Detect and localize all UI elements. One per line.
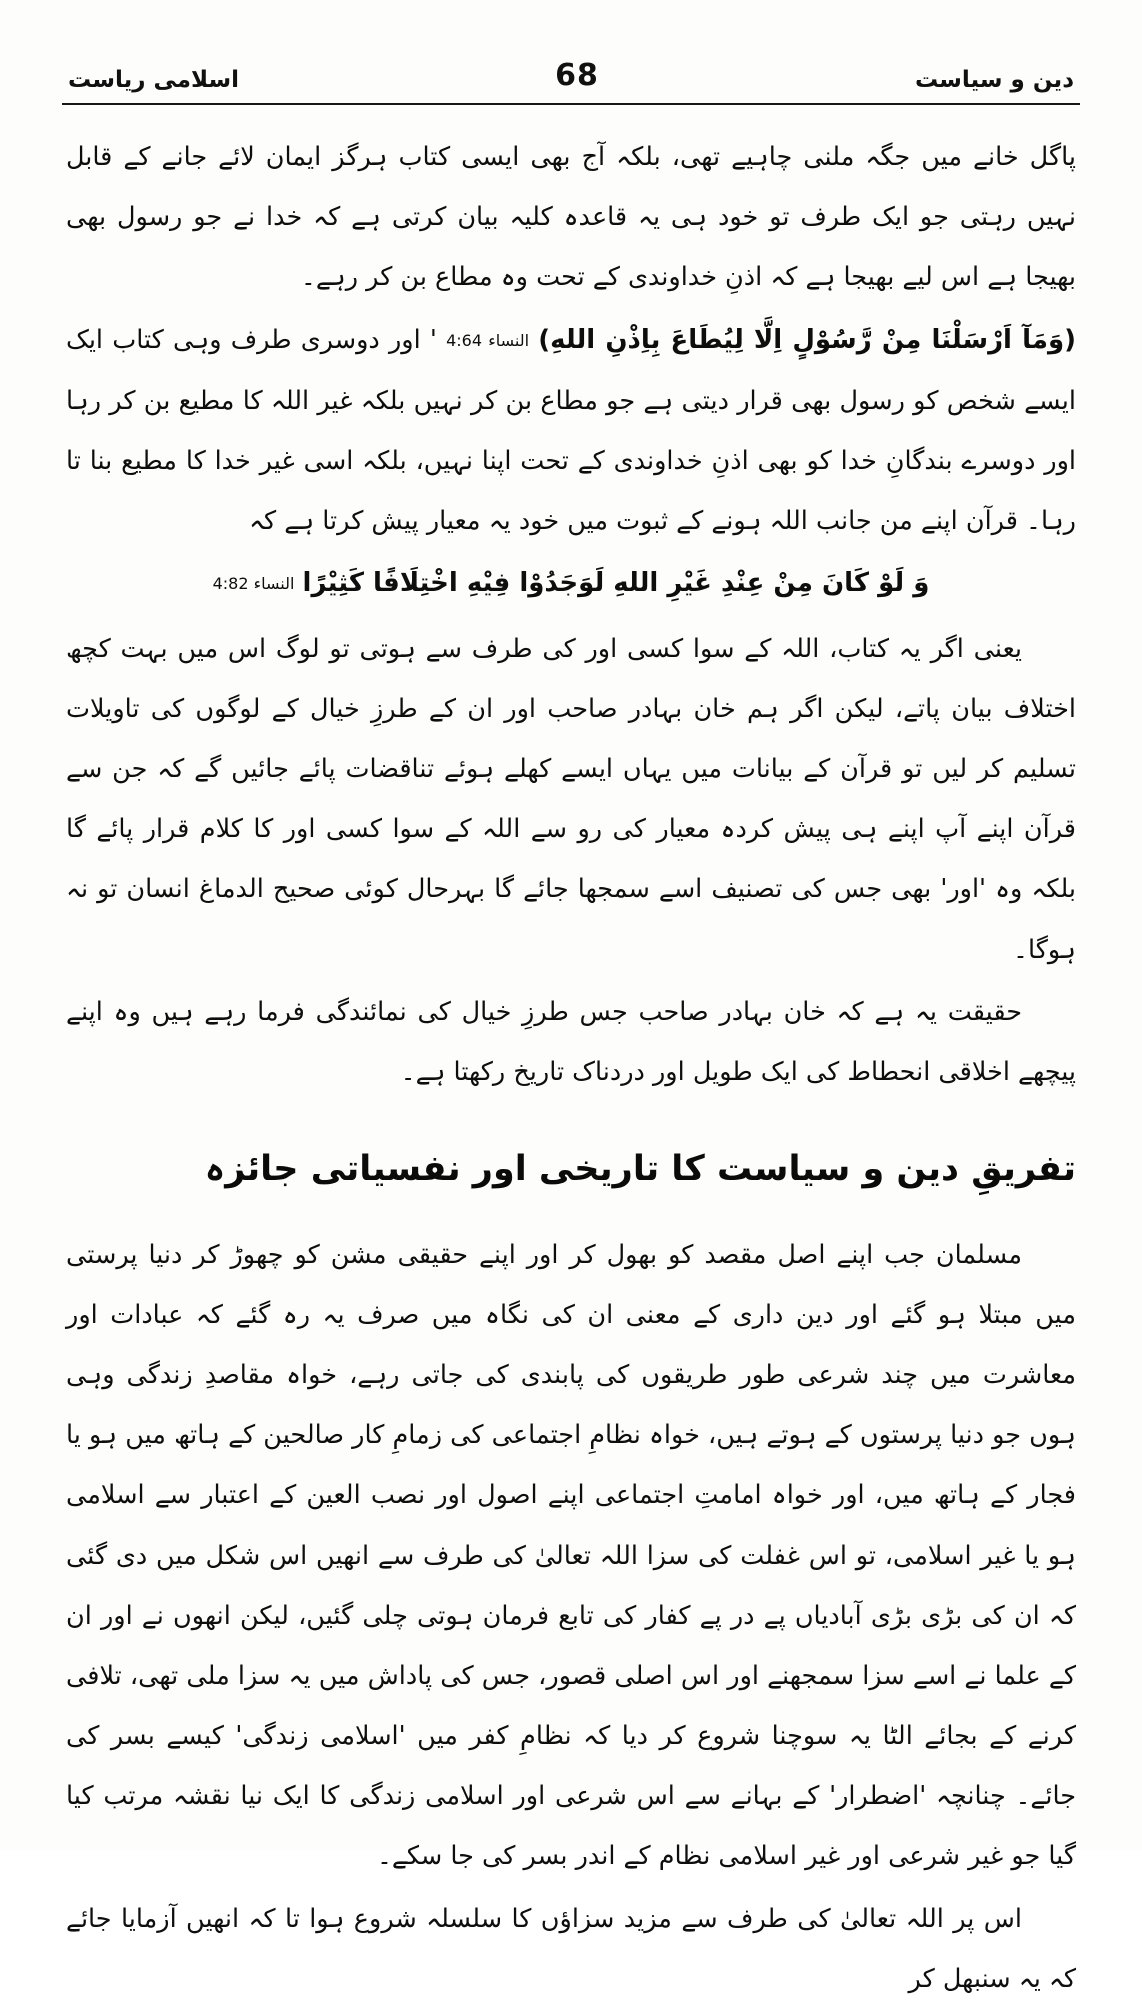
quran-quote: (وَمَآ اَرْسَلْنَا مِنْ رَّسُوْلٍ اِلَّا لِیُطَاعَ بِاِذْنِ اللهِ) (538, 324, 1076, 355)
section-heading: تفریقِ دین و سیاست کا تاریخی اور نفسیاتی جائزہ (204, 1149, 1076, 1190)
paragraph-continuation: ' اور دوسری طرف وہی کتاب ایک ایسے شخص کو رسول بھی قرار دیتی ہے جو مطاع بن کر نہیں بلکہ غیر اللہ کا مطیع بن کر رہا اور دوسرے بندگانِ خدا کو بھی اذنِ خداوندی کے تحت اپنا نہیں، بلکہ اسی غیر خدا کا مطیع بنا تا رہا۔ قرآن اپنے من جانب اللہ ہونے کے ثبوت میں خود یہ معیار پیش کرتا ہے کہ (66, 324, 1076, 537)
paragraph: پاگل خانے میں جگہ ملنی چاہیے تھی، بلکہ آج بھی ایسی کتاب ہرگز ایمان لائے جانے کے قابل نہیں رہتی جو ایک طرف تو خود ہی یہ قاعدہ کلیہ بیان کرتی ہے کہ خدا نے جو رسول بھی بھیجا ہے اس لیے بھیجا ہے کہ اذنِ خداوندی کے تحت وہ مطاع بن کر رہے۔ (66, 142, 1076, 293)
quran-verse-block (66, 553, 1076, 614)
paragraph-with-quote (66, 310, 1076, 552)
quran-quote: وَ لَوْ کَانَ مِنْ عِنْدِ غَیْرِ اللهِ لَوَجَدُوْا فِیْهِ اخْتِلَافًا کَثِیْرًا (302, 568, 930, 599)
page-header (62, 58, 1080, 99)
page-number: 68 (555, 58, 599, 93)
quran-reference: النساء 4:82 (212, 574, 295, 594)
header-left-title: اسلامی ریاست (68, 67, 239, 93)
paragraph: یعنی اگر یہ کتاب، اللہ کے سوا کسی اور کی طرف سے ہوتی تو لوگ اس میں بہت کچھ اختلاف بیان پاتے، لیکن اگر ہم خان بہادر صاحب اور ان کے طرزِ خیال کے لوگوں کی تاویلات تسلیم کر لیں تو قرآن کے بیانات میں یہاں ایسے کھلے ہوئے تناقضات پائے جائیں گے کہ جن سے قرآن اپنے آپ اپنے ہی پیش کردہ معیار کی رو سے اللہ کے سوا کسی اور کا کلام قرار پائے گا بلکہ وہ 'اور' بھی جس کی تصنیف اسے سمجھا جائے گا بہرحال کوئی صحیح الدماغ انسان تو نہ ہوگا۔ (66, 633, 1076, 965)
page-content (62, 58, 1080, 1994)
paragraph: مسلمان جب اپنے اصل مقصد کو بھول کر اور اپنے حقیقی مشن کو چھوڑ کر دنیا پرستی میں مبتلا ہو گئے اور دین داری کے معنی ان کی نگاہ میں صرف یہ رہ گئے کہ عبادات اور معاشرت میں چند شرعی طور طریقوں کی پابندی کی جاتی رہے، خواہ مقاصدِ زندگی وہی ہوں جو دنیا پرستوں کے ہوتے ہیں، خواہ نظامِ اجتماعی کی زمامِ کار صالحین کے ہاتھ میں ہو یا فجار کے ہاتھ میں، اور خواہ امامتِ اجتماعی اپنے اصول اور نصب العین کے اعتبار سے اسلامی ہو یا غیر اسلامی، تو اس غفلت کی سزا اللہ تعالیٰ کی طرف سے انھیں اس شکل میں دی گئی کہ ان کی بڑی بڑی آبادیاں پے در پے کفار کی تابع فرمان ہوتی چلی گئیں، لیکن انھوں نے اور ان کے علما نے اسے سزا سمجھنے اور اس اصلی قصور، جس کی پاداش میں یہ سزا ملی تھی، تلافی کرنے کے بجائے الٹا یہ سوچنا شروع کر دیا کہ نظامِ کفر میں 'اسلامی زندگی' کیسے بسر کی جائے۔ چنانچہ 'اضطرار' کے بہانے سے اس شرعی اور اسلامی زندگی کا ایک نیا نقشہ مرتب کیا گیا جو غیر شرعی اور غیر اسلامی نظام کے اندر بسر کی جا سکے۔ (66, 1239, 1076, 1872)
header-right-title: دین و سیاست (914, 67, 1074, 93)
quran-reference: النساء 4:64 (446, 330, 530, 350)
paragraph: اس پر اللہ تعالیٰ کی طرف سے مزید سزاؤں کا سلسلہ شروع ہوا تا کہ انھیں آزمایا جائے کہ یہ سنبھل کر (66, 1903, 1076, 1994)
body-text (62, 105, 1080, 2009)
paragraph: حقیقت یہ ہے کہ خان بہادر صاحب جس طرزِ خیال کی نمائندگی فرما رہے ہیں وہ اپنے پیچھے اخلاقی انحطاط کی ایک طویل اور دردناک تاریخ رکھتا ہے۔ (66, 996, 1076, 1087)
